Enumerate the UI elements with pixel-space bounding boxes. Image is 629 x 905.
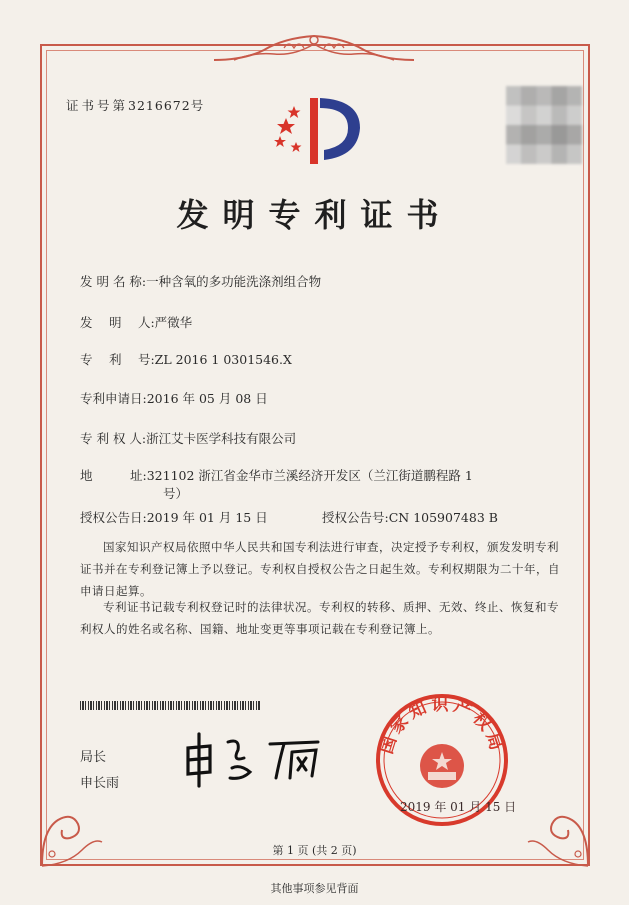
inventor-label: 发 明 人: <box>80 315 155 330</box>
grant-date-label: 授权公告日: <box>80 510 147 525</box>
barcode <box>80 701 260 710</box>
grant-date-row <box>80 508 268 526</box>
patentee-value: 浙江艾卡医学科技有限公司 <box>146 431 297 446</box>
address-row <box>80 466 473 484</box>
footer-note: 其他事项参见背面 <box>270 882 359 895</box>
director-name: 申长雨 <box>80 776 120 791</box>
address-label: 地 址: <box>80 468 147 483</box>
inventor-value: 严徵华 <box>154 315 193 330</box>
patentee-row <box>80 429 296 447</box>
address-value-line1: 321102 浙江省金华市兰溪经济开发区（兰江街道鹏程路 1 <box>146 468 473 483</box>
certificate-number <box>66 96 204 114</box>
address-row-continued <box>163 484 188 502</box>
filing-date-label: 专利申请日: <box>80 391 147 406</box>
invention-name-row <box>80 272 321 290</box>
address-value-line2: 号） <box>163 486 189 501</box>
patent-number-value: ZL 2016 1 0301546.X <box>154 352 292 367</box>
cnipa-logo <box>272 90 368 170</box>
qr-code <box>506 86 582 164</box>
page-number: 第 1 页 (共 2 页) <box>272 844 357 857</box>
inventor-row <box>80 313 192 331</box>
patent-number-row <box>80 350 292 368</box>
director-signature <box>180 728 330 788</box>
grant-number-label: 授权公告号: <box>322 510 389 525</box>
legal-status-paragraph: 专利证书记载专利权登记时的法律状况。专利权的转移、质押、无效、终止、恢复和专利权人的姓名或名称、国籍、地址变更等事项记载在专利登记簿上。 <box>80 600 559 636</box>
patentee-label: 专 利 权 人: <box>80 431 147 446</box>
patent-number-label: 专 利 号: <box>80 352 155 367</box>
filing-date-value: 2016 年 05 月 08 日 <box>146 391 268 406</box>
corner-ornament-bottom-right <box>522 790 592 870</box>
grant-number-row <box>322 508 498 526</box>
grant-number-value: CN 105907483 B <box>388 510 498 525</box>
top-ornament <box>214 30 414 64</box>
invention-name-label: 发 明 名 称: <box>80 274 147 289</box>
invention-name-value: 一种含氧的多功能洗涤剂组合物 <box>146 274 322 289</box>
certificate-number-suffix: 号 <box>190 98 205 113</box>
seal-text: 国家知识产权局 <box>376 695 508 757</box>
grant-statement-paragraph: 国家知识产权局依照中华人民共和国专利法进行审查，决定授予专利权，颁发发明专利证书并在专利登记簿上予以登记。专利权自授权公告之日起生效。专利权期限为二十年，自申请日起算。 <box>80 540 560 598</box>
certificate-number-value: 3216672 <box>128 98 191 113</box>
seal-date: 2019 年 01 月 15 日 <box>400 800 517 814</box>
certificate-number-label: 证书号第 <box>66 98 129 113</box>
grant-date-value: 2019 年 01 月 15 日 <box>146 510 268 525</box>
corner-ornament-bottom-left <box>38 790 108 870</box>
filing-date-row <box>80 389 268 407</box>
director-title: 局长 <box>80 750 107 765</box>
certificate-title: 发明专利证书 <box>176 196 453 234</box>
